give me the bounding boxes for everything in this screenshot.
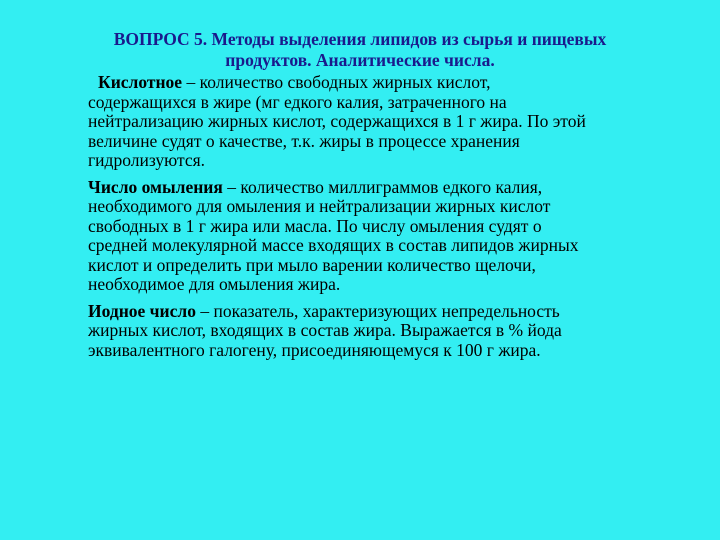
slide-title-line-2: продуктов. Аналитические числа. xyxy=(225,50,495,70)
paragraph-line: необходимого для омыления и нейтрализации жирных кислот xyxy=(88,196,551,216)
paragraph-acid-number xyxy=(88,73,688,171)
definition-start: – количество свободных жирных кислот, xyxy=(182,72,491,92)
term-acid-number: Кислотное xyxy=(98,72,183,92)
slide-title-line-1: ВОПРОС 5. Методы выделения липидов из сырья и пищевых xyxy=(113,29,607,49)
paragraph-line: эквивалентного галогену, присоединяющемуся к 100 г жира. xyxy=(88,339,541,360)
paragraph-line: необходимое для омыления жира. xyxy=(88,274,341,294)
paragraph-first-line xyxy=(88,73,688,93)
paragraph-line: жирных кислот, входящих в состав жира. Выражается в % йода xyxy=(88,320,562,340)
paragraph-line: свободных в 1 г жира или масла. По числу омыления судят о xyxy=(88,215,542,236)
paragraph-line: величине судят о качестве, т.к. жиры в процессе хранения xyxy=(88,130,520,151)
paragraph-line: содержащихся в жире (мг едкого калия, затраченного на xyxy=(88,91,507,112)
definition-start: – количество миллиграммов едкого калия, xyxy=(222,176,543,197)
paragraph-line: гидролизуются. xyxy=(88,150,206,170)
term-iodine-number: Иодное число xyxy=(88,300,196,321)
paragraph-line: средней молекулярной массе входящих в состав липидов жирных xyxy=(88,235,579,255)
slide-body xyxy=(88,73,688,367)
paragraph-saponification-number xyxy=(88,178,688,295)
paragraph-first-line xyxy=(88,178,688,198)
paragraph-iodine-number xyxy=(88,302,688,361)
definition-start: – показатель, характеризующих непредельность xyxy=(195,300,560,321)
paragraph-line: нейтрализацию жирных кислот, содержащихся в 1 г жира. По этой xyxy=(88,111,586,131)
paragraph-line: кислот и определить при мыло варении количество щелочи, xyxy=(88,254,536,275)
paragraph-first-line xyxy=(88,302,688,322)
term-saponification-number: Число омыления xyxy=(88,176,223,197)
slide-title xyxy=(60,29,660,71)
